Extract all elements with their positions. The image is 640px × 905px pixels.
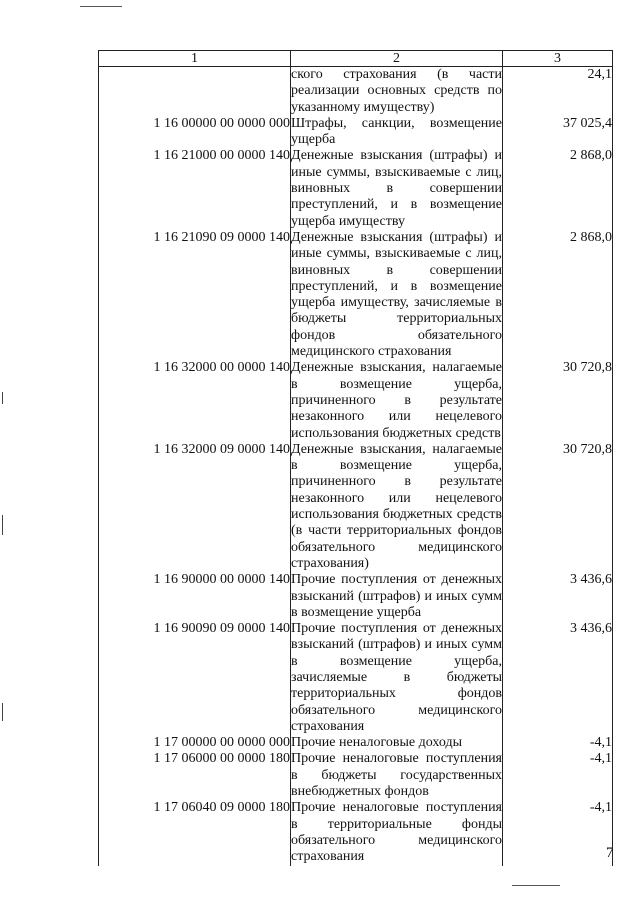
row-name: Прочие неналоговые доходы xyxy=(291,735,503,751)
table-row xyxy=(99,67,613,116)
row-code: 1 16 32000 00 0000 140 xyxy=(99,360,291,441)
table-row xyxy=(99,751,613,800)
row-name: Денежные взыскания (штрафы) и иные суммы, взыскиваемые с лиц, виновных в совершении преступлений, и в возмещение ущерба имуществу xyxy=(291,148,502,229)
row-code: 1 17 00000 00 0000 000 xyxy=(99,735,291,751)
row-code: 1 16 00000 00 0000 000 xyxy=(99,116,291,149)
table-row xyxy=(99,230,613,360)
row-name: Прочие неналоговые поступления в бюджеты государственных внебюджетных фондов xyxy=(291,751,502,800)
table-row xyxy=(99,116,613,149)
margin-mark xyxy=(2,392,3,404)
column-header: 2 xyxy=(291,51,503,67)
table-row xyxy=(99,360,613,441)
row-amount: -4,1 xyxy=(503,751,613,800)
margin-mark xyxy=(2,703,3,721)
row-amount: 2 868,0 xyxy=(503,230,613,360)
row-name: Штрафы, санкции, возмещение ущерба xyxy=(291,115,502,148)
table-row xyxy=(99,800,613,865)
row-code xyxy=(99,67,291,116)
row-code: 1 17 06000 00 0000 180 xyxy=(99,751,291,800)
row-name: ского страхования (в части реализации основных средств по указанному имуществу) xyxy=(291,67,502,115)
table-header-row xyxy=(99,51,613,67)
row-name: Прочие неналоговые поступления в территориальные фонды обязательного медицинского страхования xyxy=(291,800,502,865)
margin-mark xyxy=(2,515,3,535)
row-amount: -4,1 xyxy=(503,735,613,751)
row-amount: 3 436,6 xyxy=(503,572,613,621)
row-code: 1 16 21000 00 0000 140 xyxy=(99,148,291,229)
row-amount: 3 436,6 xyxy=(503,621,613,735)
bottom-rule xyxy=(512,885,560,886)
revenue-table xyxy=(98,50,613,866)
column-header: 3 xyxy=(503,51,613,67)
row-amount: -4,1 xyxy=(503,800,613,865)
table-row xyxy=(99,572,613,621)
row-code: 1 16 21090 09 0000 140 xyxy=(99,230,291,360)
row-code: 1 16 90090 09 0000 140 xyxy=(99,621,291,735)
row-code: 1 16 90000 00 0000 140 xyxy=(99,572,291,621)
top-rule xyxy=(80,6,122,7)
row-name: Денежные взыскания, налагаемые в возмещение ущерба, причиненного в результате незаконного или нецелевого использования бюджетных средств (в части территориальных фондов обязательного медицинского страхования) xyxy=(291,441,502,571)
row-name: Прочие поступления от денежных взысканий (штрафов) и иных сумм в возмещение ущерба, зачисляемые в бюджеты территориальных фондов обязательного медицинского страхования xyxy=(291,621,502,734)
table-row xyxy=(99,442,613,572)
row-amount: 30 720,8 xyxy=(503,360,613,441)
row-amount: 37 025,4 xyxy=(503,116,613,149)
row-name: Денежные взыскания (штрафы) и иные суммы, взыскиваемые с лиц, виновных в совершении преступлений, и в возмещение ущерба имуществу, зачисляемые в бюджеты территориальных фондов обязательного медицинского страхования xyxy=(291,229,502,360)
column-header: 1 xyxy=(99,51,291,67)
row-code: 1 17 06040 09 0000 180 xyxy=(99,800,291,865)
table-row xyxy=(99,621,613,735)
table-row xyxy=(99,735,613,751)
row-amount: 30 720,8 xyxy=(503,442,613,572)
row-name: Прочие поступления от денежных взысканий (штрафов) и иных сумм в возмещение ущерба xyxy=(291,572,502,620)
row-amount: 2 868,0 xyxy=(503,148,613,229)
row-amount: 24,1 xyxy=(503,67,613,116)
row-code: 1 16 32000 09 0000 140 xyxy=(99,442,291,572)
row-name: Денежные взыскания, налагаемые в возмещение ущерба, причиненного в результате незаконного или нецелевого использования бюджетных средств xyxy=(291,360,502,441)
page-number: 7 xyxy=(606,845,614,861)
table-row xyxy=(99,148,613,229)
